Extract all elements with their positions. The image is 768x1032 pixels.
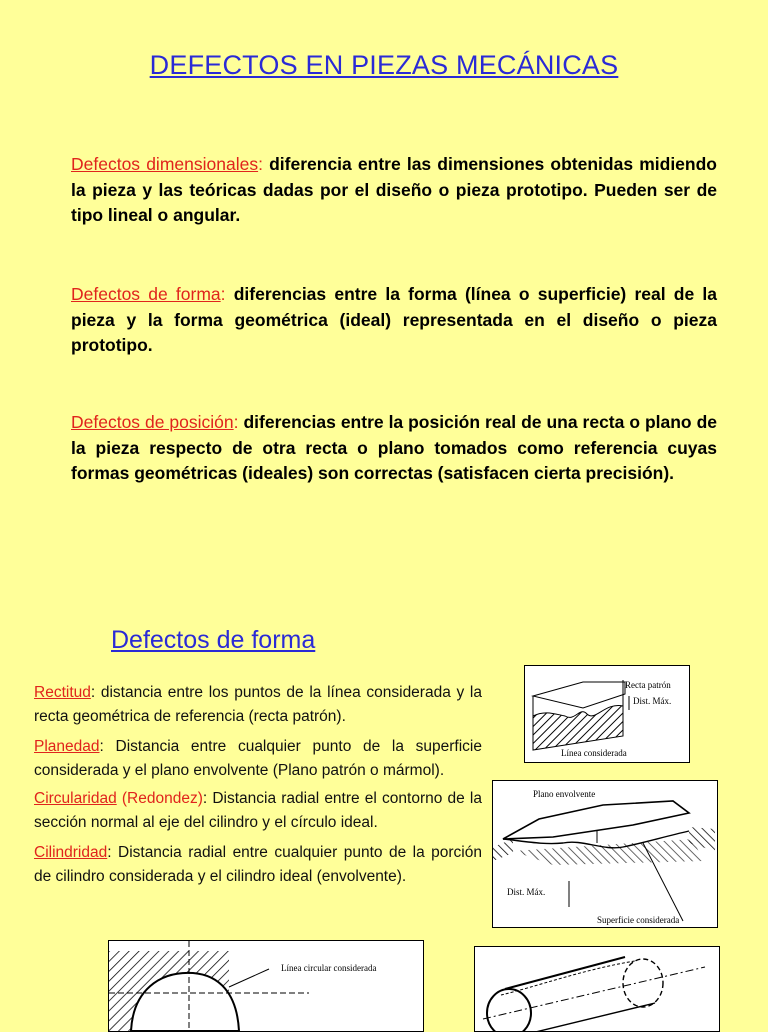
circularidad-figure (108, 940, 424, 1032)
section-text: diferencia entre las dimensiones obtenidas midiendo la pieza y las teóricas dadas por el diseño o pieza prototipo. Pueden ser de tipo lineal o angular. (71, 154, 717, 225)
definition-cilindridad (34, 841, 482, 889)
planedad-figure (492, 780, 718, 928)
label-linea-considerada: Línea considerada (561, 748, 627, 758)
rectitud-figure (524, 665, 690, 763)
definition-circularidad (34, 787, 482, 835)
section-subtitle: Defectos de forma (111, 626, 316, 654)
term-defectos-de-posicion: Defectos de posición (71, 412, 234, 432)
section-text: diferencias entre la posición real de una recta o plano de la pieza respecto de otra recta o plano tomados como referencia cuyas formas geométricas (ideales) son correctas (satisfacen cierta precisión). (71, 412, 717, 483)
cilindridad-figure (474, 946, 720, 1032)
label-superficie-considerada: Superficie considerada (597, 915, 680, 925)
section-text: diferencias entre la forma (línea o superficie) real de la pieza y la forma geométrica (ideal) representada en el diseño o pieza prototipo. (71, 284, 718, 355)
term-defectos-dimensionales: Defectos dimensionales (71, 154, 259, 174)
term-planedad: Planedad (34, 738, 100, 755)
definition-text: : distancia entre los puntos de la línea considerada y la recta geométrica de referencia (recta patrón). (34, 684, 482, 725)
section-defectos-de-posicion (71, 410, 717, 487)
label-plano-envolvente: Plano envolvente (533, 789, 596, 799)
section-defectos-de-forma (71, 282, 717, 359)
term-rectitud: Rectitud (34, 684, 91, 701)
label-dist-max: Dist. Máx. (507, 887, 546, 897)
section-defectos-dimensionales (71, 152, 717, 229)
label-dist-max: Dist. Máx. (633, 696, 672, 706)
term-defectos-de-forma: Defectos de forma (71, 284, 221, 304)
definition-text: : Distancia entre cualquier punto de la superficie considerada y el plano envolvente (Plano patrón o mármol). (34, 738, 482, 779)
label-recta-patron: Recta patrón (625, 680, 671, 690)
page-title: DEFECTOS EN PIEZAS MECÁNICAS (149, 50, 619, 80)
definition-text: : Distancia radial entre cualquier punto de la porción de cilindro considerada y el cilindro ideal (envolvente). (34, 844, 482, 885)
definition-planedad (34, 735, 482, 783)
term-cilindridad: Cilindridad (34, 844, 108, 861)
term-colon: : (258, 154, 263, 174)
label-linea-circular: Línea circular considerada (281, 963, 377, 973)
term-colon: : (233, 412, 239, 432)
definition-text: : Distancia radial entre el contorno de la sección normal al eje del cilindro y el círculo ideal. (34, 790, 482, 831)
term-colon: : (220, 284, 226, 304)
definition-rectitud (34, 681, 482, 729)
term-redondez: (Redondez) (116, 790, 203, 807)
term-circularidad: Circularidad (34, 790, 117, 807)
